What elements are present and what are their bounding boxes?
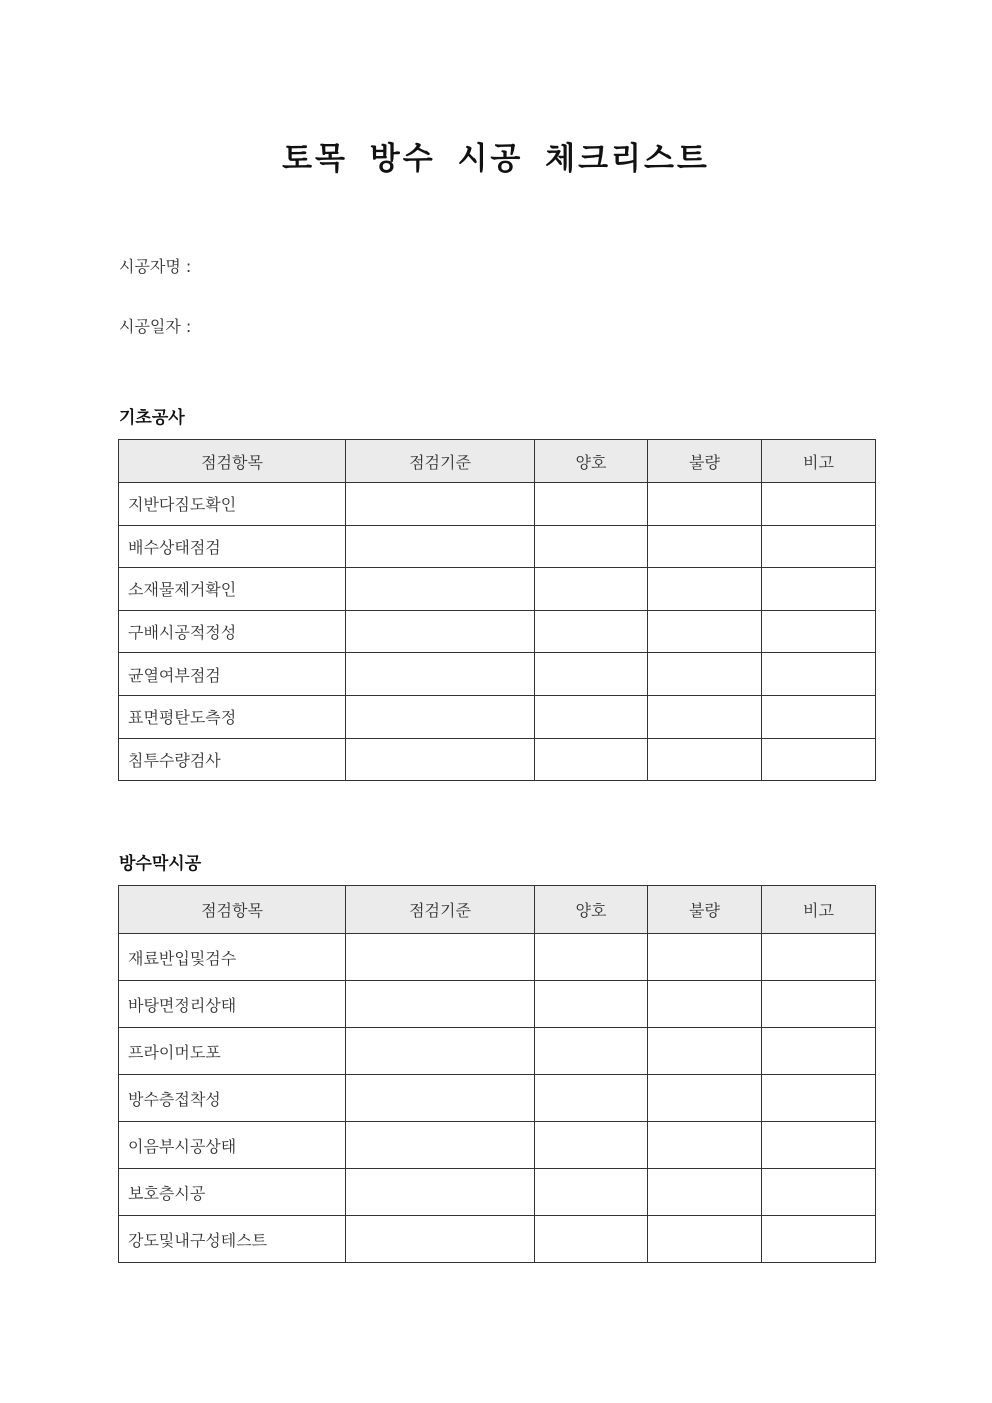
good-cell[interactable] <box>535 525 648 568</box>
good-cell[interactable] <box>535 610 648 653</box>
table-row <box>119 1169 876 1216</box>
table-row <box>119 1075 876 1122</box>
table-row <box>119 568 876 611</box>
remarks-cell[interactable] <box>762 483 876 526</box>
table-row <box>119 695 876 738</box>
table-row <box>119 610 876 653</box>
poor-cell[interactable] <box>648 610 762 653</box>
criteria-cell[interactable] <box>346 1028 535 1075</box>
criteria-cell[interactable] <box>346 483 535 526</box>
criteria-cell[interactable] <box>346 1216 535 1263</box>
criteria-cell[interactable] <box>346 695 535 738</box>
criteria-cell[interactable] <box>346 981 535 1028</box>
table-row <box>119 483 876 526</box>
table-row <box>119 934 876 981</box>
good-cell[interactable] <box>535 738 648 781</box>
header-inspection-item: 점검항목 <box>119 886 346 934</box>
good-cell[interactable] <box>535 695 648 738</box>
criteria-cell[interactable] <box>346 525 535 568</box>
table-row <box>119 738 876 781</box>
header-inspection-criteria: 점검기준 <box>346 440 535 483</box>
remarks-cell[interactable] <box>762 653 876 696</box>
poor-cell[interactable] <box>648 525 762 568</box>
header-remarks: 비고 <box>762 886 876 934</box>
item-cell: 바탕면정리상태 <box>119 981 346 1028</box>
good-cell[interactable] <box>535 934 648 981</box>
table-row <box>119 981 876 1028</box>
header-inspection-criteria: 점검기준 <box>346 886 535 934</box>
remarks-cell[interactable] <box>762 1028 876 1075</box>
header-inspection-item: 점검항목 <box>119 440 346 483</box>
construction-date-field: 시공일자 : <box>119 317 192 336</box>
good-cell[interactable] <box>535 653 648 696</box>
poor-cell[interactable] <box>648 934 762 981</box>
remarks-cell[interactable] <box>762 695 876 738</box>
table-header-row <box>119 440 876 483</box>
good-cell[interactable] <box>535 1169 648 1216</box>
foundation-checklist-table <box>118 439 876 781</box>
remarks-cell[interactable] <box>762 1169 876 1216</box>
criteria-cell[interactable] <box>346 934 535 981</box>
item-cell: 강도및내구성테스트 <box>119 1216 346 1263</box>
remarks-cell[interactable] <box>762 738 876 781</box>
item-cell: 이음부시공상태 <box>119 1122 346 1169</box>
remarks-cell[interactable] <box>762 1216 876 1263</box>
criteria-cell[interactable] <box>346 653 535 696</box>
section-title-waterproofing: 방수막시공 <box>119 854 202 874</box>
criteria-cell[interactable] <box>346 1122 535 1169</box>
builder-name-field: 시공자명 : <box>119 257 192 276</box>
item-cell: 지반다짐도확인 <box>119 483 346 526</box>
good-cell[interactable] <box>535 483 648 526</box>
item-cell: 보호층시공 <box>119 1169 346 1216</box>
poor-cell[interactable] <box>648 483 762 526</box>
remarks-cell[interactable] <box>762 934 876 981</box>
header-good: 양호 <box>535 886 648 934</box>
item-cell: 재료반입및검수 <box>119 934 346 981</box>
good-cell[interactable] <box>535 1122 648 1169</box>
item-cell: 배수상태점검 <box>119 525 346 568</box>
poor-cell[interactable] <box>648 1216 762 1263</box>
good-cell[interactable] <box>535 1075 648 1122</box>
item-cell: 구배시공적정성 <box>119 610 346 653</box>
remarks-cell[interactable] <box>762 568 876 611</box>
header-good: 양호 <box>535 440 648 483</box>
table-row <box>119 1122 876 1169</box>
table-row <box>119 1216 876 1263</box>
poor-cell[interactable] <box>648 1169 762 1216</box>
remarks-cell[interactable] <box>762 981 876 1028</box>
poor-cell[interactable] <box>648 1122 762 1169</box>
poor-cell[interactable] <box>648 981 762 1028</box>
remarks-cell[interactable] <box>762 1122 876 1169</box>
criteria-cell[interactable] <box>346 568 535 611</box>
poor-cell[interactable] <box>648 738 762 781</box>
criteria-cell[interactable] <box>346 738 535 781</box>
header-poor: 불량 <box>648 440 762 483</box>
item-cell: 프라이머도포 <box>119 1028 346 1075</box>
criteria-cell[interactable] <box>346 1169 535 1216</box>
header-poor: 불량 <box>648 886 762 934</box>
item-cell: 침투수량검사 <box>119 738 346 781</box>
remarks-cell[interactable] <box>762 610 876 653</box>
criteria-cell[interactable] <box>346 610 535 653</box>
poor-cell[interactable] <box>648 568 762 611</box>
poor-cell[interactable] <box>648 1075 762 1122</box>
item-cell: 소재물제거확인 <box>119 568 346 611</box>
table-row <box>119 525 876 568</box>
waterproofing-checklist-table <box>118 885 876 1263</box>
criteria-cell[interactable] <box>346 1075 535 1122</box>
good-cell[interactable] <box>535 1216 648 1263</box>
remarks-cell[interactable] <box>762 525 876 568</box>
table-row <box>119 1028 876 1075</box>
page-title: 토목 방수 시공 체크리스트 <box>282 141 710 177</box>
table-header-row <box>119 886 876 934</box>
good-cell[interactable] <box>535 1028 648 1075</box>
header-remarks: 비고 <box>762 440 876 483</box>
item-cell: 방수층접착성 <box>119 1075 346 1122</box>
item-cell: 표면평탄도측정 <box>119 695 346 738</box>
section-title-foundation: 기초공사 <box>119 408 185 428</box>
table-row <box>119 653 876 696</box>
poor-cell[interactable] <box>648 653 762 696</box>
item-cell: 균열여부점검 <box>119 653 346 696</box>
poor-cell[interactable] <box>648 695 762 738</box>
remarks-cell[interactable] <box>762 1075 876 1122</box>
poor-cell[interactable] <box>648 1028 762 1075</box>
good-cell[interactable] <box>535 981 648 1028</box>
good-cell[interactable] <box>535 568 648 611</box>
